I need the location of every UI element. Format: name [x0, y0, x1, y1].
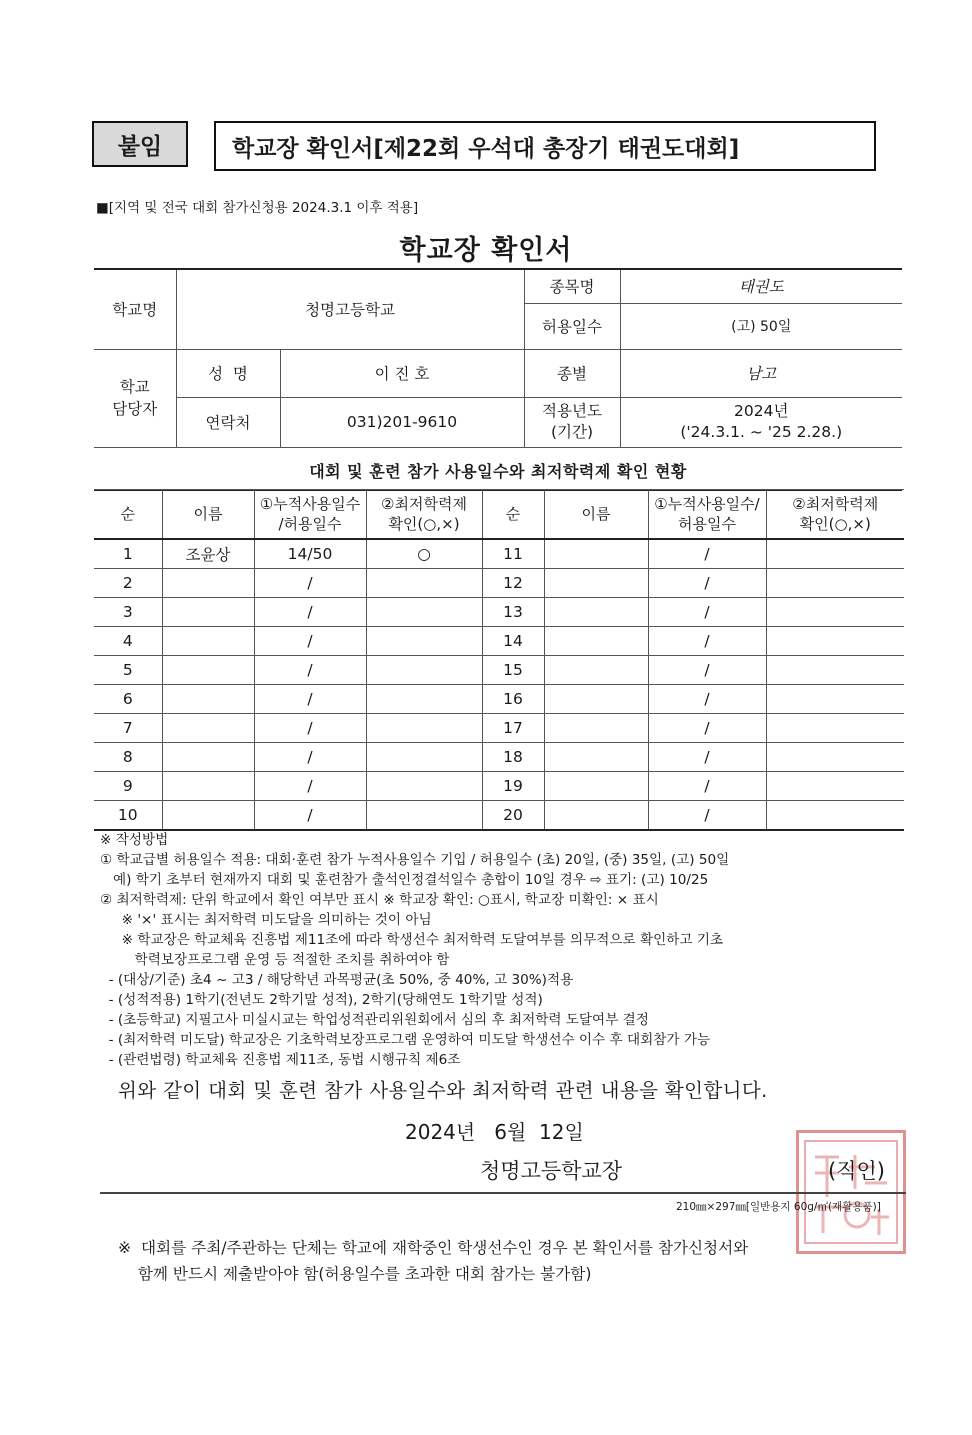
row-no: 1 [94, 539, 162, 569]
row-name-2 [544, 743, 648, 772]
row-days: / [254, 627, 366, 656]
school-name: 청명고등학교 [176, 269, 524, 349]
col-header-check-2: ②최저학력제 확인(○,×) [766, 490, 904, 540]
writing-instructions [100, 830, 910, 1070]
row-check [366, 627, 482, 656]
name-label: 성 명 [176, 349, 280, 397]
allowed-days-value: (고) 50일 [620, 303, 902, 349]
table-row [94, 743, 904, 772]
attachment-tag: 붙임 [92, 121, 188, 167]
col-header-no-2: 순 [482, 490, 544, 540]
row-days: / [254, 569, 366, 598]
row-no: 6 [94, 685, 162, 714]
stamp-label: (직인) [828, 1159, 885, 1183]
instruction-line: 예) 학기 초부터 현재까지 대회 및 훈련참가 출석인정결석일수 총합이 10일 경우 ⇨ 표기: (고) 10/25 [100, 872, 709, 888]
name-value: 이 진 호 [280, 349, 524, 397]
paper-spec: 210㎜×297㎜[일반용지 60g/㎡(재활용품)] [676, 1201, 881, 1213]
contact-label: 연락처 [176, 397, 280, 447]
row-no: 10 [94, 801, 162, 831]
instruction-line: ② 최저학력제: 단위 학교에서 확인 여부만 표시 ※ 학교장 확인: ○표시, 학교장 미확인: × 표시 [100, 892, 659, 908]
row-check-2 [766, 656, 904, 685]
row-name [162, 598, 254, 627]
row-days-2: / [648, 656, 766, 685]
footnote-line: 함께 반드시 제출받아야 함(허용일수를 초과한 대회 참가는 불가함) [118, 1265, 592, 1283]
contact-value: 031)201-9610 [280, 397, 524, 447]
instruction-line: - (대상/기준) 초4 ~ 고3 / 해당학년 과목평균(초 50%, 중 40%, 고 30%)적용 [100, 972, 574, 988]
table-row [94, 714, 904, 743]
instruction-line: - (최저학력 미도달) 학교장은 기초학력보장프로그램 운영하여 미도달 학생선수 이수 후 대회참가 가능 [100, 1032, 711, 1048]
instruction-line: - (초등학교) 지필고사 미실시교는 학업성적관리위원회에서 심의 후 최저학력 도달여부 결정 [100, 1012, 649, 1028]
col-header-name-2: 이름 [544, 490, 648, 540]
col-header-days: ①누적사용일수 /허용일수 [254, 490, 366, 540]
row-check [366, 598, 482, 627]
confirmation-statement: 위와 같이 대회 및 훈련 참가 사용일수와 최저학력 관련 내용을 확인합니다. [118, 1079, 768, 1102]
row-no-2: 19 [482, 772, 544, 801]
row-check-2 [766, 627, 904, 656]
divider [100, 1192, 906, 1194]
row-name-2 [544, 714, 648, 743]
row-check [366, 656, 482, 685]
row-name-2 [544, 627, 648, 656]
school-label: 학교명 [94, 269, 176, 349]
table-row [94, 569, 904, 598]
table-header-row [94, 490, 904, 540]
row-days: / [254, 598, 366, 627]
table-row [94, 801, 904, 831]
row-days: / [254, 801, 366, 831]
row-days: 14/50 [254, 539, 366, 569]
instruction-line: ① 학교급별 허용일수 적용: 대회·훈련 참가 누적사용일수 기입 / 허용일수 (초) 20일, (중) 35일, (고) 50일 [100, 852, 730, 868]
row-name [162, 656, 254, 685]
row-check-2 [766, 685, 904, 714]
row-days-2: / [648, 627, 766, 656]
row-check-2 [766, 598, 904, 627]
row-name-2 [544, 569, 648, 598]
row-no: 5 [94, 656, 162, 685]
row-days: / [254, 656, 366, 685]
row-days-2: / [648, 598, 766, 627]
row-check-2 [766, 569, 904, 598]
gender-label: 종별 [524, 349, 620, 397]
row-days: / [254, 743, 366, 772]
info-table [94, 268, 902, 448]
manager-label: 학교 담당자 [94, 349, 176, 447]
row-no-2: 15 [482, 656, 544, 685]
row-name-2 [544, 772, 648, 801]
row-no-2: 11 [482, 539, 544, 569]
row-no: 2 [94, 569, 162, 598]
row-check-2 [766, 539, 904, 569]
row-name-2 [544, 656, 648, 685]
row-name: 조윤상 [162, 539, 254, 569]
row-name [162, 772, 254, 801]
row-no-2: 12 [482, 569, 544, 598]
row-name-2 [544, 685, 648, 714]
row-name [162, 569, 254, 598]
row-check [366, 685, 482, 714]
table-row [94, 627, 904, 656]
table-row [94, 539, 904, 569]
page-title: 학교장 확인서 [399, 235, 573, 266]
section-title: 대회 및 훈련 참가 사용일수와 최저학력제 확인 현황 [94, 455, 902, 491]
row-no-2: 13 [482, 598, 544, 627]
instruction-line: ※ '×' 표시는 최저학력 미도달을 의미하는 것이 아님 [100, 912, 432, 928]
instruction-line: - (관련법령) 학교체육 진흥법 제11조, 동법 시행규칙 제6조 [100, 1052, 461, 1068]
col-header-no: 순 [94, 490, 162, 540]
row-days-2: / [648, 569, 766, 598]
row-check-2 [766, 743, 904, 772]
usage-table [94, 489, 904, 831]
row-name-2 [544, 801, 648, 831]
row-days-2: / [648, 714, 766, 743]
row-check [366, 772, 482, 801]
instruction-line: ※ 작성방법 [100, 832, 169, 848]
instruction-line: 학력보장프로그램 운영 등 적절한 조치를 취하여야 함 [100, 952, 450, 968]
row-no: 7 [94, 714, 162, 743]
allowed-days-label: 허용일수 [524, 303, 620, 349]
row-check-2 [766, 714, 904, 743]
row-no: 4 [94, 627, 162, 656]
col-header-check: ②최저학력제 확인(○,×) [366, 490, 482, 540]
row-no-2: 16 [482, 685, 544, 714]
row-no-2: 20 [482, 801, 544, 831]
instruction-line: - (성적적용) 1학기(전년도 2학기말 성적), 2학기(당해연도 1학기말 성적) [100, 992, 543, 1008]
row-no: 9 [94, 772, 162, 801]
signature-date: 2024년 6월 12일 [405, 1120, 584, 1144]
row-name-2 [544, 598, 648, 627]
event-label: 종목명 [524, 269, 620, 303]
row-days: / [254, 714, 366, 743]
row-name [162, 627, 254, 656]
col-header-days-2: ①누적사용일수/ 허용일수 [648, 490, 766, 540]
row-days: / [254, 772, 366, 801]
application-note: ■[지역 및 전국 대회 참가신청용 2024.3.1 이후 적용] [96, 200, 419, 216]
row-check-2 [766, 772, 904, 801]
table-row [94, 656, 904, 685]
row-no-2: 18 [482, 743, 544, 772]
row-days-2: / [648, 685, 766, 714]
table-row [94, 772, 904, 801]
footnote-line: ※ 대회를 주최/주관하는 단체는 학교에 재학중인 학생선수인 경우 본 확인서를 참가신청서와 [118, 1239, 749, 1257]
row-check: ○ [366, 539, 482, 569]
table-row [94, 685, 904, 714]
row-days-2: / [648, 801, 766, 831]
row-name [162, 685, 254, 714]
footnote [118, 1235, 748, 1287]
row-no: 8 [94, 743, 162, 772]
row-name [162, 801, 254, 831]
row-name [162, 714, 254, 743]
row-check [366, 743, 482, 772]
principal-title: 청명고등학교장 [480, 1159, 623, 1183]
row-name [162, 743, 254, 772]
row-check [366, 569, 482, 598]
col-header-name: 이름 [162, 490, 254, 540]
year-value: 2024년 ('24.3.1. ~ '25 2.28.) [620, 397, 902, 447]
document-header-title: 학교장 확인서[제22회 우석대 총장기 태권도대회] [214, 121, 876, 171]
row-check [366, 801, 482, 831]
gender-value: 남고 [620, 349, 902, 397]
table-row [94, 598, 904, 627]
row-no: 3 [94, 598, 162, 627]
row-no-2: 17 [482, 714, 544, 743]
row-days: / [254, 685, 366, 714]
row-check-2 [766, 801, 904, 831]
row-days-2: / [648, 772, 766, 801]
event-value: 태권도 [620, 269, 902, 303]
row-check [366, 714, 482, 743]
instruction-line: ※ 학교장은 학교체육 진흥법 제11조에 따라 학생선수 최저학력 도달여부를 의무적으로 확인하고 기초 [100, 932, 724, 948]
year-label: 적용년도 (기간) [524, 397, 620, 447]
row-days-2: / [648, 539, 766, 569]
row-name-2 [544, 539, 648, 569]
row-days-2: / [648, 743, 766, 772]
row-no-2: 14 [482, 627, 544, 656]
